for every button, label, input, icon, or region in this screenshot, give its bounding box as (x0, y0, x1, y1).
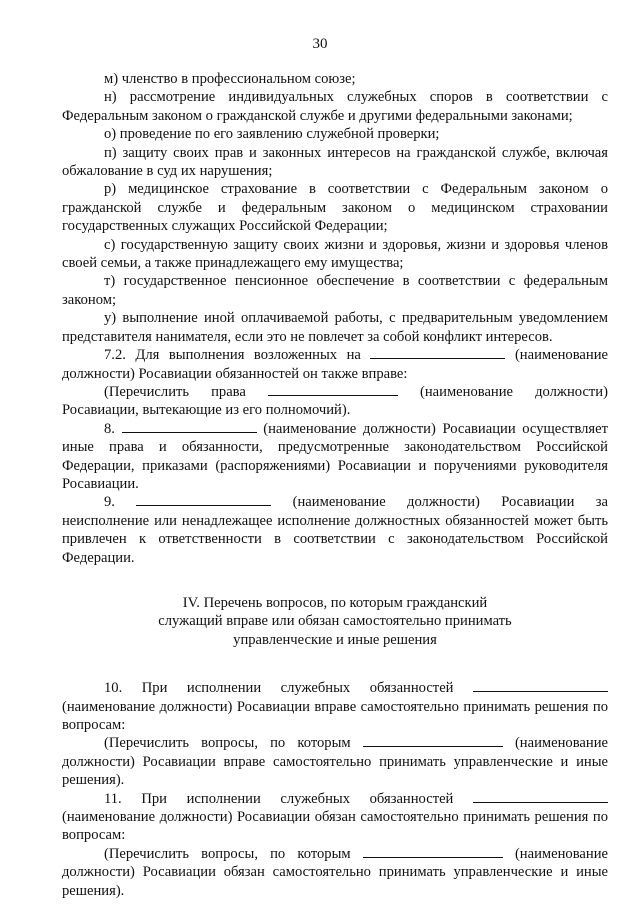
section-heading-line: IV. Перечень вопросов, по которым гражданский (182, 594, 488, 611)
paragraph-10-list-end: (наименование должности) Росавиации вправе самостоятельно принимать управленческие и иные решения). (62, 735, 608, 789)
paragraph-9 (62, 493, 608, 567)
paragraph-11-start: 11. При исполнении служебных обязанностей (104, 790, 473, 807)
paragraph-7-2 (62, 346, 608, 383)
blank-field (473, 679, 608, 692)
paragraph-8-end: (наименование должности) Росавиации осуществляет иные права и обязанности, предусмотренные законодательством Российской Федерации, приказами (распоряжениями) Росавиации и поручениями руководителя Росавиации. (62, 420, 608, 492)
paragraph-8-start: 8. (104, 420, 122, 437)
paragraph-11-list-end: (наименование должности) Росавиации обязан самостоятельно принимать управленческие и иные решения). (62, 845, 608, 899)
page-number: 30 (312, 36, 328, 52)
blank-field (268, 383, 398, 396)
list-item-r: р) медицинское страхование в соответствии с Федеральным законом о гражданской службе и федеральным законом о медицинском страховании государственных служащих Российской Федерации; (62, 181, 608, 235)
paragraph-7-2-rights (62, 383, 608, 420)
paragraph-9-start: 9. (104, 494, 137, 511)
paragraph-10-list-start: (Перечислить вопросы, по которым (104, 735, 363, 752)
section-heading (62, 594, 608, 649)
document-body (62, 70, 608, 900)
section-heading-line: служащий вправе или обязан самостоятельно принимать (158, 613, 512, 630)
paragraph-10-end: (наименование должности) Росавиации вправе самостоятельно принимать решения по вопросам: (62, 698, 608, 733)
blank-field (370, 346, 505, 359)
paragraph-7-2-start: 7.2. Для выполнения возложенных на (104, 347, 371, 364)
paragraph-10-start: 10. При исполнении служебных обязанностей (104, 680, 473, 697)
blank-field (122, 420, 257, 433)
paragraph-9-end: (наименование должности) Росавиации за неисполнение или ненадлежащее исполнение должностных обязанностей может быть привлечен к ответственности в соответствии с законодательством Российской Федерации. (62, 494, 609, 566)
blank-field (363, 734, 503, 747)
paragraph-11-list (62, 845, 608, 900)
paragraph-11-list-start: (Перечислить вопросы, по которым (104, 845, 363, 862)
paragraph-7-2-end: (наименование должности) Росавиации обязанностей он также вправе: (62, 347, 608, 382)
list-item-p: п) защиту своих прав и законных интересов на гражданской службе, включая обжалование в суд их нарушения; (62, 144, 608, 180)
paragraph-11 (62, 790, 608, 845)
list-item-s: с) государственную защиту своих жизни и здоровья, жизни и здоровья членов своей семьи, а также принадлежащего ему имущества; (62, 236, 608, 272)
list-item-m: м) членство в профессиональном союзе; (104, 71, 356, 87)
list-item-o: о) проведение по его заявлению служебной проверки; (104, 126, 440, 143)
blank-field (136, 493, 271, 506)
paragraph-8 (62, 420, 608, 494)
blank-field (363, 845, 503, 858)
paragraph-10 (62, 679, 608, 734)
paragraph-11-end: (наименование должности) Росавиации обязан самостоятельно принимать решения по вопросам: (62, 809, 608, 844)
list-item-t: т) государственное пенсионное обеспечение в соответствии с федеральным законом; (62, 273, 608, 308)
blank-field (473, 790, 608, 803)
rights-end: (наименование должности) Росавиации, вытекающие из его полномочий). (62, 383, 608, 419)
paragraph-10-list (62, 734, 608, 789)
list-item-n: н) рассмотрение индивидуальных служебных споров в соответствии с Федеральным законом о гражданской службе и другими федеральными законами; (62, 89, 608, 124)
list-item-u: у) выполнение иной оплачиваемой работы, с предварительным уведомлением представителя нанимателя, если это не повлечет за собой конфликт интересов. (62, 310, 608, 345)
rights-start: (Перечислить права (104, 383, 268, 400)
section-heading-line: управленческие и иные решения (233, 631, 437, 648)
